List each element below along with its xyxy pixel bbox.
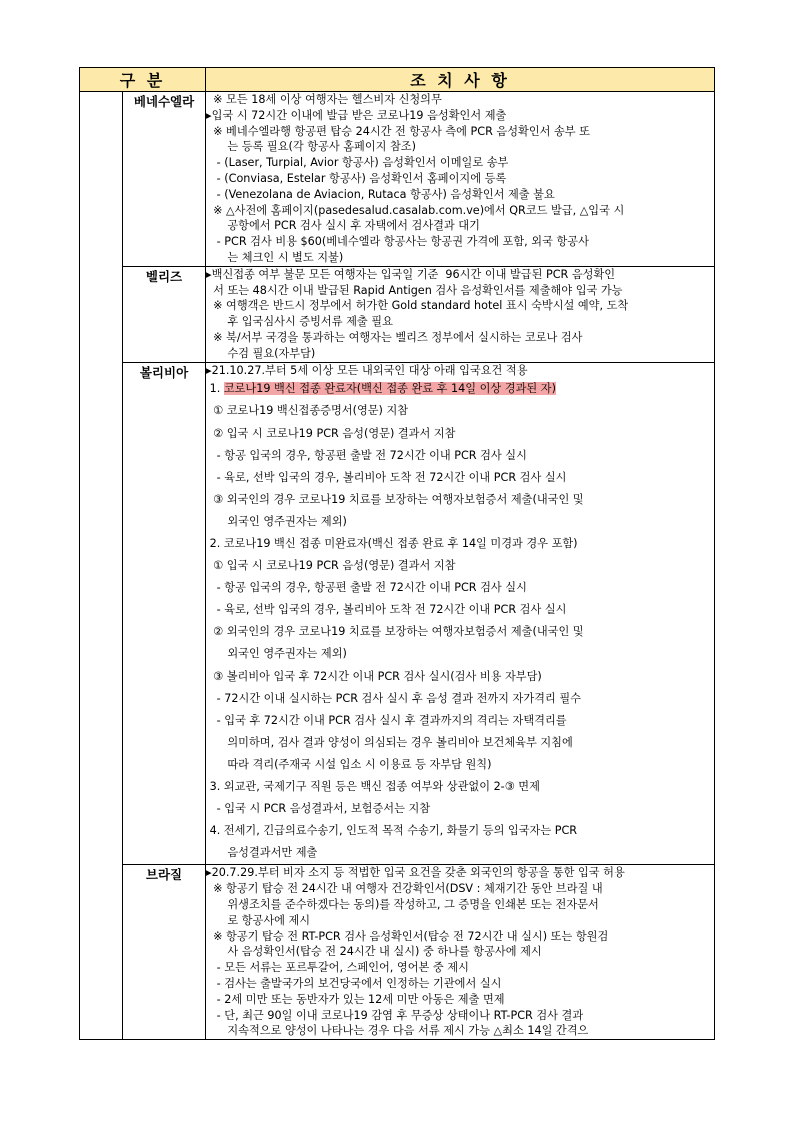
brazil-line: 위생조치를 준수하겠다는 동의)를 작성하고, 그 증명을 인쇄본 또는 전자문서 [206, 898, 599, 911]
brazil-line: - 모든 서류는 포르투갈어, 스페인어, 영어본 중 제시 [206, 961, 469, 975]
row-brazil [80, 865, 715, 1040]
venezuela-line: 는 체크인 시 별도 지불) [206, 250, 344, 264]
country-belize: 벨리즈 [123, 266, 206, 362]
bolivia-line: 따라 격리(주재국 시설 입소 시 이용료 등 자부담 원칙) [206, 757, 492, 771]
venezuela-line: ※ △사전에 홈페이지(pasedesalud.casalab.com.ve)에서 QR코드 발급, △입국 시 [206, 203, 625, 217]
country-bolivia: 볼리비아 [123, 362, 206, 865]
row-venezuela [80, 92, 715, 267]
bolivia-line: - 항공 입국의 경우, 항공편 출발 전 72시간 이내 PCR 검사 실시 [206, 448, 527, 462]
belize-measures [206, 266, 715, 362]
bolivia-line: ① 코로나19 백신접종증명서(영문) 지참 [206, 404, 409, 418]
venezuela-measures [206, 92, 715, 267]
brazil-line: ※ 항공기 탑승 전 24시간 내 여행자 건강확인서(DSV : 체재기간 동안 브라질 내 [206, 882, 603, 896]
measures-table [79, 67, 715, 1040]
highlight-prefix: 1. [206, 382, 224, 396]
bolivia-line: - 육로, 선박 입국의 경우, 볼리비아 도착 전 72시간 이내 PCR 검사 실시 [206, 603, 567, 617]
bolivia-line: ③ 외국인의 경우 코로나19 치료를 보장하는 여행자보험증서 제출(내국인 및 [206, 492, 584, 506]
brazil-line: - 단, 최근 90일 이내 코로나19 감염 후 무증상 상태이나 RT-PCR 검사 결과 [206, 1008, 584, 1022]
header-measures: 조 치 사 항 [206, 68, 715, 92]
region-column [80, 92, 123, 1040]
bolivia-line: ② 입국 시 코로나19 PCR 음성(영문) 결과서 지참 [206, 426, 456, 440]
brazil-line: 사 음성확인서(탑승 전 24시간 내 실시) 중 하나를 항공사에 제시 [206, 945, 542, 959]
venezuela-line: 공항에서 PCR 검사 실시 후 자택에서 검사결과 대기 [206, 219, 480, 233]
bolivia-line: 외국인 영주권자는 제외) [206, 514, 347, 528]
brazil-line: 로 항공사에 제시 [206, 913, 311, 927]
brazil-line: - 검사는 출발국가의 보건당국에서 인정하는 기관에서 실시 [206, 976, 502, 990]
bolivia-line: 의미하며, 검사 결과 양성이 의심되는 경우 볼리비아 보건체육부 지침에 [206, 735, 573, 749]
belize-line: ※ 북/서부 국경을 통과하는 여행자는 벨리즈 정부에서 실시하는 코로나 검사 [206, 330, 583, 344]
header-category: 구 분 [80, 68, 206, 92]
venezuela-line: 는 등록 필요(각 항공사 홈페이지 참조) [206, 140, 416, 154]
brazil-line: 지속적으로 양성이 나타나는 경우 다음 서류 제시 가능 △최소 14일 간격으 [206, 1024, 589, 1038]
brazil-line: ▸20.7.29.부터 비자 소지 등 적법한 입국 요건을 갖춘 외국인의 항공을 통한 입국 허용 [206, 866, 625, 880]
venezuela-line: - (Laser, Turpial, Avior 항공사) 음성확인서 이메일로 송부 [206, 156, 509, 170]
bolivia-line: ② 외국인의 경우 코로나19 치료를 보장하는 여행자보험증서 제출(내국인 및 [206, 625, 584, 639]
bolivia-line: - 72시간 이내 실시하는 PCR 검사 실시 후 음성 결과 전까지 자가격리 필수 [206, 691, 581, 705]
bolivia-intro-line: ▸21.10.27.부터 5세 이상 모든 내외국인 대상 아래 입국요건 적용 [206, 363, 528, 377]
row-belize [80, 266, 715, 362]
brazil-line: - 2세 미만 또는 동반자가 있는 12세 미만 아동은 제출 면제 [206, 992, 505, 1006]
venezuela-line: - (Venezolana de Aviacion, Rutaca 항공사) 음성확인서 제출 불요 [206, 187, 555, 201]
belize-line: 서 또는 48시간 이내 발급된 Rapid Antigen 검사 음성확인서를 제출해야 입국 가능 [206, 283, 623, 297]
bolivia-line: - 입국 후 72시간 이내 PCR 검사 실시 후 결과까지의 격리는 자택격리를 [206, 713, 567, 727]
bolivia-line: ① 입국 시 코로나19 PCR 음성(영문) 결과서 지참 [206, 559, 456, 573]
brazil-measures [206, 865, 715, 1040]
bolivia-line: 음성결과서만 제출 [206, 846, 318, 860]
country-brazil: 브라질 [123, 865, 206, 1040]
belize-line: 수검 필요(자부담) [206, 346, 316, 360]
venezuela-continuation-line: ※ 모든 18세 이상 여행자는 헬스비자 신청의무 [206, 93, 442, 106]
bolivia-measures [206, 362, 715, 865]
bolivia-highlight-line [206, 378, 714, 400]
bolivia-line: 4. 전세기, 긴급의료수송기, 인도적 목적 수송기, 화물기 등의 입국자는 PCR [206, 824, 578, 838]
venezuela-line: - PCR 검사 비용 $60(베네수엘라 항공사는 항공권 가격에 포함, 외국 항공사 [206, 235, 589, 249]
belize-line: ※ 여행객은 반드시 정부에서 허가한 Gold standard hotel 표시 숙박시설 예약, 도착 [206, 299, 629, 313]
bolivia-line: 3. 외교관, 국제기구 직원 등은 백신 접종 여부와 상관없이 2-③ 면제 [206, 780, 540, 794]
venezuela-line: ※ 베네수엘라행 항공편 탑승 24시간 전 항공사 측에 PCR 음성확인서 송부 또 [206, 124, 590, 138]
highlighted-text: 코로나19 백신 접종 완료자(백신 접종 완료 후 14일 이상 경과된 자) [223, 382, 556, 396]
bolivia-line: - 항공 입국의 경우, 항공편 출발 전 72시간 이내 PCR 검사 실시 [206, 581, 527, 595]
table-header-row [80, 68, 715, 92]
belize-line: ▸백신접종 여부 불문 모든 여행자는 입국일 기준 96시간 이내 발급된 PCR 음성확인 [206, 267, 616, 281]
bolivia-line: ③ 볼리비아 입국 후 72시간 이내 PCR 검사 실시(검사 비용 자부담) [206, 669, 542, 683]
country-venezuela: 베네수엘라 [123, 92, 206, 267]
bolivia-line: - 육로, 선박 입국의 경우, 볼리비아 도착 전 72시간 이내 PCR 검사 실시 [206, 470, 567, 484]
row-bolivia [80, 362, 715, 865]
brazil-line: ※ 항공기 탑승 전 RT-PCR 검사 음성확인서(탑승 전 72시간 내 실시) 또는 항원검 [206, 929, 609, 943]
venezuela-line: - (Conviasa, Estelar 항공사) 음성확인서 홈페이지에 등록 [206, 171, 507, 185]
belize-line: 후 입국심사시 증빙서류 제출 필요 [206, 315, 393, 329]
bolivia-line: - 입국 시 PCR 음성결과서, 보험증서는 지참 [206, 802, 431, 816]
bolivia-line: 2. 코로나19 백신 접종 미완료자(백신 접종 완료 후 14일 미경과 경우 포함) [206, 537, 578, 550]
bolivia-line: 외국인 영주권자는 제외) [206, 647, 347, 661]
venezuela-line: ▸입국 시 72시간 이내에 발급 받은 코로나19 음성확인서 제출 [206, 108, 507, 122]
